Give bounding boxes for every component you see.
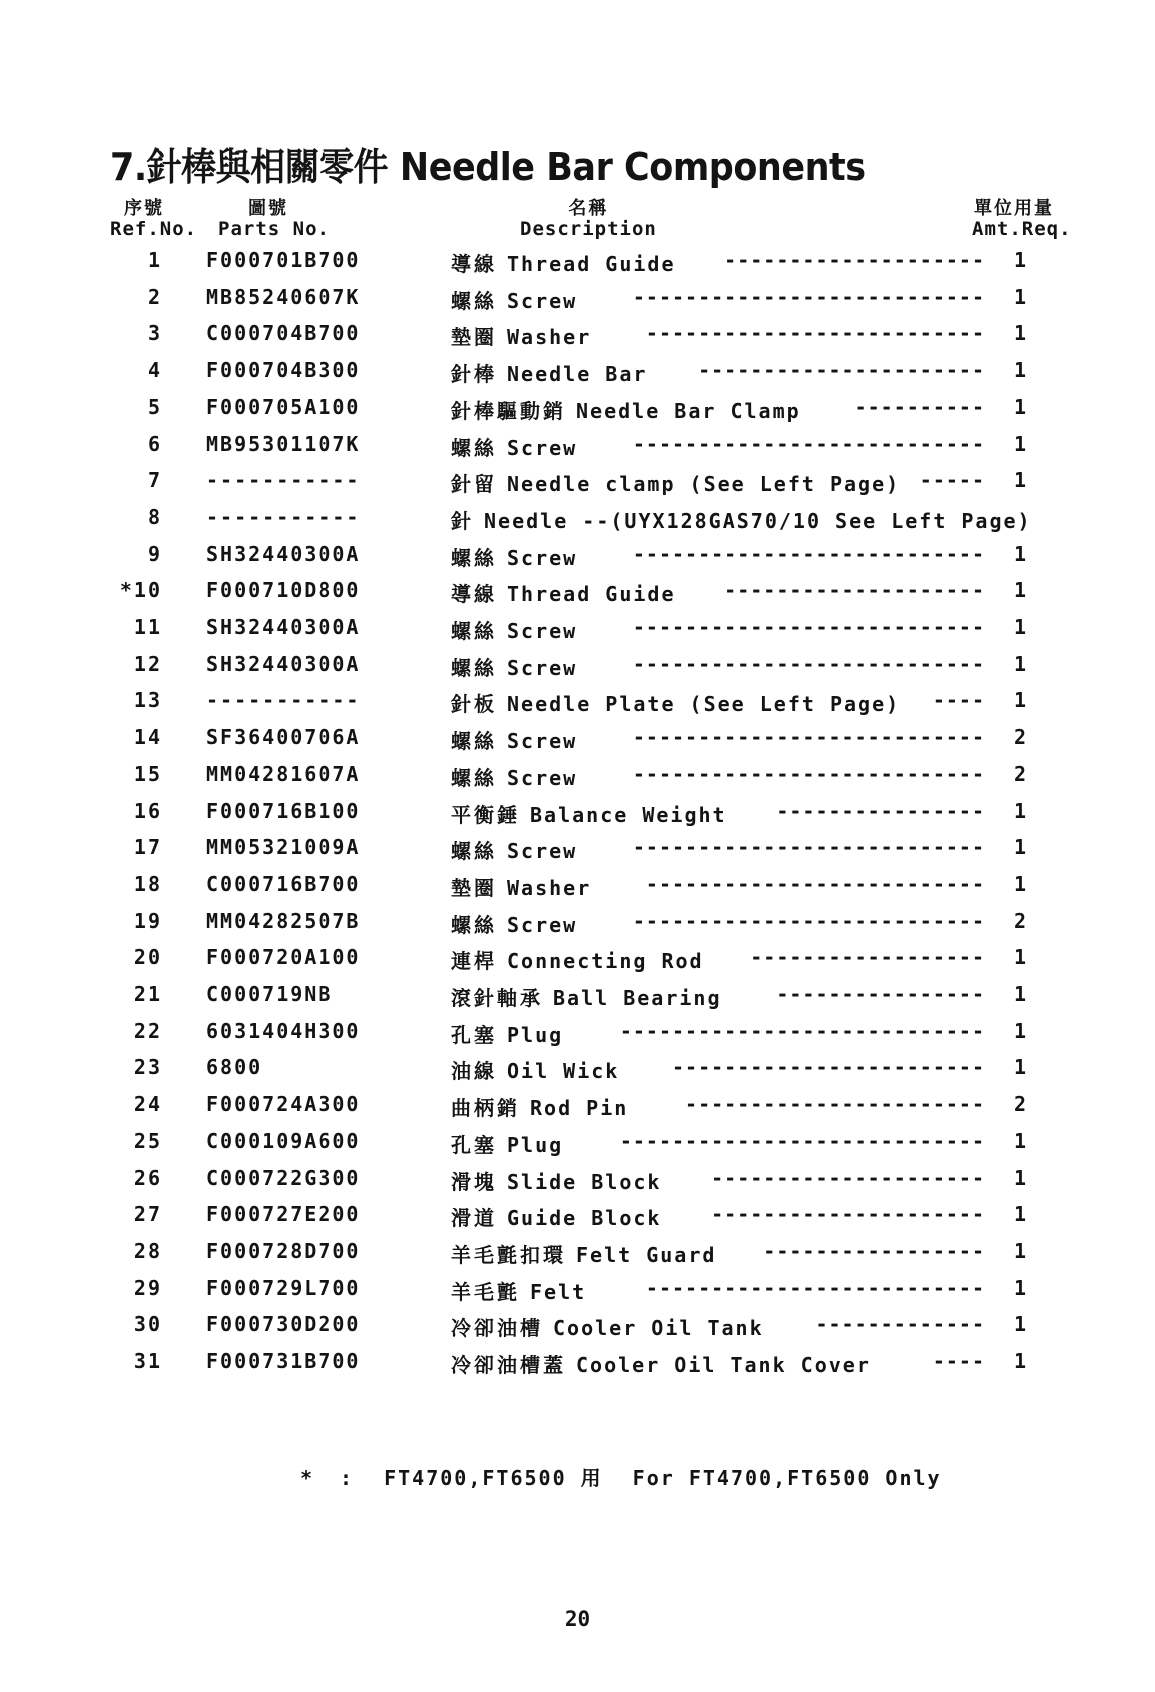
description <box>451 652 577 681</box>
dash-leader: -------------------- <box>724 248 985 272</box>
description <box>451 688 900 717</box>
description-en: Thread Guide <box>507 582 676 607</box>
dash-leader: -------------------------- <box>645 871 985 896</box>
description-zh: 冷卻油槽蓋 <box>451 1353 566 1377</box>
part-no: SH32440300A <box>206 615 361 639</box>
description-zh: 螺絲 <box>451 655 497 680</box>
description-en: Thread Guide <box>507 252 676 276</box>
table-row <box>0 982 1155 1012</box>
table-row <box>0 1019 1155 1049</box>
description-en: Slide Block <box>507 1169 662 1194</box>
amount-required: 1 <box>1013 1018 1029 1043</box>
ref-no: 21 <box>133 982 162 1006</box>
header-description <box>520 198 657 240</box>
description-zh: 滑道 <box>451 1206 497 1231</box>
table-row <box>0 945 1155 975</box>
description-zh: 孔塞 <box>451 1132 497 1157</box>
part-no: C000716B700 <box>206 871 361 896</box>
table-row <box>0 358 1155 388</box>
description <box>451 248 676 277</box>
description-zh: 螺絲 <box>451 435 497 460</box>
part-no: MB95301107K <box>206 431 361 456</box>
ref-no: 14 <box>133 725 162 750</box>
table-row <box>0 468 1155 498</box>
table-row <box>0 248 1155 278</box>
description <box>451 1349 871 1378</box>
table-row <box>0 1312 1155 1342</box>
part-no: F000720A100 <box>206 945 361 970</box>
amount-required: 1 <box>1013 248 1029 272</box>
header-ref-no <box>110 198 197 240</box>
description-en: Ball Bearing <box>553 986 722 1010</box>
ref-no: 19 <box>133 908 162 933</box>
ref-no: *10 <box>119 578 162 603</box>
dash-leader: ---------------- <box>776 798 985 823</box>
description <box>451 762 577 791</box>
table-row <box>0 321 1155 351</box>
header-parts-no <box>218 198 330 240</box>
amount-required: 1 <box>1013 1312 1029 1337</box>
dash-leader: ----------------- <box>763 1238 985 1263</box>
footnote <box>300 1462 942 1491</box>
table-row <box>0 725 1155 755</box>
description-en: Guide Block <box>507 1206 662 1231</box>
part-no: MM04281607A <box>206 761 361 786</box>
part-no: C000719NB <box>206 982 333 1006</box>
part-no: MB85240607K <box>206 284 361 309</box>
amount-required: 1 <box>1013 1165 1029 1190</box>
amount-required: 1 <box>1013 578 1029 603</box>
table-row <box>0 395 1155 425</box>
ref-no: 27 <box>133 1202 162 1227</box>
description-zh: 螺絲 <box>451 545 497 570</box>
ref-no: 11 <box>133 615 162 639</box>
description <box>451 835 577 864</box>
ref-no: 20 <box>133 945 162 970</box>
amount-required: 2 <box>1013 1092 1029 1117</box>
part-no: F000731B700 <box>206 1349 361 1373</box>
table-row <box>0 542 1155 572</box>
ref-no: 13 <box>133 688 162 713</box>
ref-no: 4 <box>147 358 162 383</box>
table-row <box>0 615 1155 645</box>
description-en: Plug <box>507 1132 564 1157</box>
description <box>451 799 727 828</box>
description-zh: 羊毛氈 <box>451 1279 520 1304</box>
dash-leader: ---- <box>932 1349 985 1373</box>
ref-no: 15 <box>133 761 162 786</box>
dash-leader: --------------------------- <box>632 615 985 639</box>
description <box>451 578 676 607</box>
amount-required: 1 <box>1013 651 1029 676</box>
dash-leader: ------------- <box>815 1312 985 1337</box>
description-en: Needle --(UYX128GAS70/10 See Left Page) <box>484 508 1032 533</box>
dash-leader: --------------------------- <box>632 541 985 566</box>
amount-required: 1 <box>1013 394 1029 419</box>
description-en: Screw <box>507 912 578 937</box>
description-en: Needle Bar <box>507 362 648 387</box>
table-row <box>0 762 1155 792</box>
description-zh: 羊毛氈扣環 <box>451 1242 566 1267</box>
table-row <box>0 1166 1155 1196</box>
footnote-colon: : <box>340 1466 355 1490</box>
description-zh: 針板 <box>451 692 497 717</box>
description <box>451 872 591 901</box>
header-amt-zh: 單位用量 <box>974 198 1054 219</box>
description-en: Screw <box>507 765 578 790</box>
header-ref-en: Ref.No. <box>110 218 198 240</box>
table-row <box>0 1092 1155 1122</box>
dash-leader: --------------------- <box>711 1165 985 1190</box>
table-row <box>0 1129 1155 1159</box>
dash-leader: -------------------------- <box>645 321 985 346</box>
part-no: F000705A100 <box>206 394 361 419</box>
dash-leader: ----- <box>919 468 985 493</box>
part-no: F000728D700 <box>206 1238 361 1263</box>
part-no: F000727E200 <box>206 1202 361 1227</box>
ref-no: 2 <box>147 284 162 309</box>
table-row <box>0 1055 1155 1085</box>
description <box>451 1239 716 1268</box>
description-en: Rod Pin <box>530 1096 629 1121</box>
ref-no: 3 <box>147 321 162 346</box>
description <box>451 432 577 461</box>
description-en: Screw <box>507 729 578 754</box>
description-en: Connecting Rod <box>507 949 704 974</box>
amount-required: 1 <box>1013 835 1029 860</box>
page-title: 7.針棒與相關零件 Needle Bar Components <box>110 145 866 189</box>
table-row <box>0 1276 1155 1306</box>
dash-leader: --------------------- <box>711 1202 985 1227</box>
description <box>451 982 722 1011</box>
ref-no: 30 <box>133 1312 162 1337</box>
description <box>451 1276 586 1305</box>
dash-leader: ---------- <box>854 394 985 419</box>
description <box>451 1166 661 1195</box>
table-row <box>0 1239 1155 1269</box>
description-zh: 導線 <box>451 252 497 276</box>
ref-no: 24 <box>133 1092 162 1117</box>
description-en: Felt <box>530 1279 587 1304</box>
ref-no: 23 <box>133 1055 162 1080</box>
description <box>451 1092 628 1121</box>
ref-no: 1 <box>147 248 162 272</box>
description <box>451 725 577 754</box>
description-zh: 螺絲 <box>451 288 497 313</box>
amount-required: 2 <box>1013 908 1029 933</box>
description-en: Oil Wick <box>507 1059 620 1084</box>
amount-required: 1 <box>1013 1055 1029 1080</box>
dash-leader: --------------------------- <box>632 651 985 676</box>
dash-leader: ---------------------------- <box>619 1018 985 1043</box>
part-no: F000716B100 <box>206 798 361 823</box>
header-amt-en: Amt.Req. <box>972 218 1072 240</box>
description <box>451 945 704 974</box>
amount-required: 1 <box>1013 945 1029 970</box>
description <box>451 321 591 350</box>
table-row <box>0 505 1155 535</box>
dash-leader: --------------------------- <box>632 431 985 456</box>
part-no: 6031404H300 <box>206 1018 361 1043</box>
part-no: C000109A600 <box>206 1128 361 1153</box>
description-zh: 平衡錘 <box>451 802 520 827</box>
description-en: Needle Plate (See Left Page) <box>507 692 901 717</box>
dash-leader: -------------------------- <box>645 1275 985 1300</box>
ref-no: 18 <box>133 871 162 896</box>
dash-leader: ---------------------------- <box>619 1128 985 1153</box>
header-parts-en: Parts No. <box>218 218 330 240</box>
dash-leader: --------------------------- <box>632 725 985 750</box>
description-zh: 冷卻油槽 <box>451 1316 543 1341</box>
table-row <box>0 835 1155 865</box>
table-row <box>0 285 1155 315</box>
part-no: F000701B700 <box>206 248 361 272</box>
ref-no: 25 <box>133 1128 162 1153</box>
amount-required: 1 <box>1013 284 1029 309</box>
amount-required: 1 <box>1013 321 1029 346</box>
amount-required: 1 <box>1013 1238 1029 1263</box>
amount-required: 1 <box>1013 431 1029 456</box>
dash-leader: --------------------------- <box>632 761 985 786</box>
header-amount <box>972 198 1072 240</box>
table-row <box>0 432 1155 462</box>
ref-no: 12 <box>133 651 162 676</box>
part-no: C000704B700 <box>206 321 361 346</box>
part-no: MM04282507B <box>206 908 361 933</box>
description-zh: 曲柄銷 <box>451 1096 520 1121</box>
description <box>451 468 900 497</box>
description <box>451 542 577 571</box>
description-en: Cooler Oil Tank Cover <box>576 1353 871 1377</box>
description-en: Balance Weight <box>530 802 727 827</box>
dash-leader: ------------------ <box>750 945 985 970</box>
ref-no: 17 <box>133 835 162 860</box>
description-zh: 滑塊 <box>451 1169 497 1194</box>
description-zh: 螺絲 <box>451 765 497 790</box>
description-en: Plug <box>507 1022 564 1047</box>
part-no: ----------- <box>206 504 361 529</box>
ref-no: 5 <box>147 394 162 419</box>
dash-leader: ------------------------ <box>672 1055 985 1080</box>
dash-leader: ---------------- <box>776 982 985 1006</box>
footnote-mark: * <box>300 1466 315 1490</box>
description-zh: 導線 <box>451 582 497 607</box>
dash-leader: --------------------------- <box>632 835 985 860</box>
dash-leader: -------------------- <box>724 578 985 603</box>
ref-no: 16 <box>133 798 162 823</box>
ref-no: 22 <box>133 1018 162 1043</box>
footnote-models-en: For FT4700,FT6500 Only <box>632 1466 942 1490</box>
description-zh: 墊圈 <box>451 325 497 350</box>
amount-required: 1 <box>1013 1128 1029 1153</box>
table-row <box>0 799 1155 829</box>
ref-no: 6 <box>147 431 162 456</box>
description-zh: 螺絲 <box>451 729 497 754</box>
dash-leader: --------------------------- <box>632 908 985 933</box>
page-number: 20 <box>564 1607 591 1631</box>
description <box>451 615 577 644</box>
description-zh: 滾針軸承 <box>451 986 543 1010</box>
table-row <box>0 872 1155 902</box>
dash-leader: ----------------------- <box>685 1092 985 1117</box>
table-row <box>0 909 1155 939</box>
table-row <box>0 652 1155 682</box>
description-en: Felt Guard <box>576 1242 717 1267</box>
amount-required: 1 <box>1013 1275 1029 1300</box>
amount-required: 1 <box>1013 688 1029 713</box>
ref-no: 7 <box>147 468 162 493</box>
part-no: ----------- <box>206 468 361 493</box>
amount-required: 2 <box>1013 761 1029 786</box>
description-en: Needle clamp (See Left Page) <box>507 472 901 497</box>
description <box>451 395 801 424</box>
header-desc-zh: 名稱 <box>568 198 609 219</box>
description <box>451 1019 563 1048</box>
description-zh: 針留 <box>451 472 497 497</box>
description-zh: 墊圈 <box>451 875 497 900</box>
description <box>451 1055 619 1084</box>
ref-no: 26 <box>133 1165 162 1190</box>
description-en: Screw <box>507 545 578 570</box>
amount-required: 1 <box>1013 1349 1029 1373</box>
description <box>451 1129 563 1158</box>
part-no: F000729L700 <box>206 1275 361 1300</box>
description-en: Washer <box>507 875 592 900</box>
ref-no: 31 <box>133 1349 162 1373</box>
part-no: F000730D200 <box>206 1312 361 1337</box>
description-zh: 螺絲 <box>451 839 497 864</box>
description <box>451 1202 661 1231</box>
amount-required: 1 <box>1013 541 1029 566</box>
description <box>451 285 577 314</box>
ref-no: 28 <box>133 1238 162 1263</box>
amount-required: 1 <box>1013 798 1029 823</box>
header-parts-zh: 圖號 <box>248 198 288 219</box>
ref-no: 29 <box>133 1275 162 1300</box>
description-zh: 針棒驅動銷 <box>451 398 566 423</box>
dash-leader: ---- <box>932 688 985 713</box>
amount-required: 1 <box>1013 358 1029 383</box>
description <box>451 1312 764 1341</box>
description-zh: 螺絲 <box>451 912 497 937</box>
header-ref-zh: 序號 <box>124 198 164 219</box>
part-no: MM05321009A <box>206 835 361 860</box>
part-no: C000722G300 <box>206 1165 361 1190</box>
amount-required: 1 <box>1013 1202 1029 1227</box>
description <box>451 505 1032 534</box>
part-no: SH32440300A <box>206 541 361 566</box>
description-en: Cooler Oil Tank <box>553 1316 764 1341</box>
description-en: Needle Bar Clamp <box>576 398 801 423</box>
amount-required: 1 <box>1013 615 1029 639</box>
description <box>451 358 647 387</box>
part-no: ----------- <box>206 688 361 713</box>
description-en: Screw <box>507 839 578 864</box>
part-no: SF36400706A <box>206 725 361 750</box>
part-no: SH32440300A <box>206 651 361 676</box>
part-no: F000710D800 <box>206 578 361 603</box>
description-zh: 油線 <box>451 1059 497 1084</box>
description-zh: 螺絲 <box>451 619 497 643</box>
amount-required: 1 <box>1013 871 1029 896</box>
dash-leader: --------------------------- <box>632 284 985 309</box>
description-zh: 孔塞 <box>451 1022 497 1047</box>
dash-leader: ---------------------- <box>698 358 985 383</box>
footnote-models-zh: FT4700,FT6500 用 <box>384 1466 603 1490</box>
description-zh: 針棒 <box>451 362 497 387</box>
part-no: F000724A300 <box>206 1092 361 1117</box>
table-row <box>0 578 1155 608</box>
part-no: 6800 <box>206 1055 263 1080</box>
description-en: Screw <box>507 288 578 313</box>
description-zh: 針 <box>451 508 474 533</box>
amount-required: 1 <box>1013 468 1029 493</box>
description-en: Screw <box>507 435 578 460</box>
amount-required: 1 <box>1013 982 1029 1006</box>
ref-no: 8 <box>147 504 162 529</box>
table-row <box>0 1202 1155 1232</box>
description-en: Screw <box>507 619 578 643</box>
description-zh: 連桿 <box>451 949 497 974</box>
description-en: Screw <box>507 655 578 680</box>
ref-no: 9 <box>147 541 162 566</box>
table-row <box>0 688 1155 718</box>
header-desc-en: Description <box>520 218 657 240</box>
amount-required: 2 <box>1013 725 1029 750</box>
part-no: F000704B300 <box>206 358 361 383</box>
description-en: Washer <box>507 325 592 350</box>
description <box>451 909 577 938</box>
table-row <box>0 1349 1155 1379</box>
